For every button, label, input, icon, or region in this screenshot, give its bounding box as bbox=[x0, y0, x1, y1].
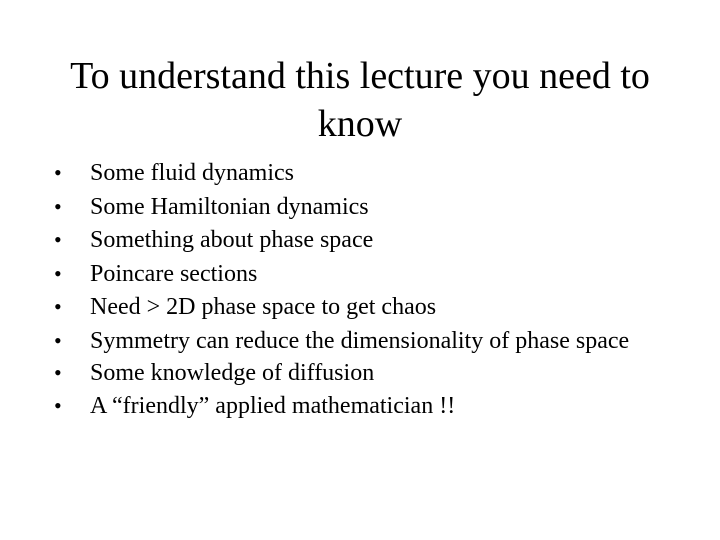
bullet-icon: • bbox=[54, 294, 62, 319]
bullet-icon: • bbox=[54, 160, 62, 185]
bullet-text: Some Hamiltonian dynamics bbox=[90, 193, 369, 220]
list-item bbox=[0, 294, 720, 320]
list-item bbox=[0, 360, 720, 386]
bullet-text: A “friendly” applied mathematician !! bbox=[90, 393, 456, 419]
bullet-icon: • bbox=[54, 193, 62, 219]
bullet-text: Something about phase space bbox=[90, 227, 374, 253]
slide-title: To understand this lecture you need to know bbox=[70, 55, 650, 145]
bullet-text: Some knowledge of diffusion bbox=[90, 359, 375, 386]
list-item bbox=[0, 393, 720, 419]
bullet-list bbox=[0, 160, 720, 427]
bullet-icon: • bbox=[54, 227, 62, 252]
bullet-icon: • bbox=[54, 393, 62, 418]
bullet-icon: • bbox=[54, 327, 62, 353]
list-item bbox=[0, 328, 720, 354]
bullet-icon: • bbox=[54, 359, 62, 385]
bullet-text: Symmetry can reduce the dimensionality of phase space bbox=[90, 327, 630, 354]
list-item bbox=[0, 227, 720, 253]
list-item bbox=[0, 160, 720, 186]
bullet-text: Need > 2D phase space to get chaos bbox=[90, 294, 437, 320]
bullet-icon: • bbox=[54, 260, 62, 286]
list-item bbox=[0, 261, 720, 287]
bullet-text: Poincare sections bbox=[90, 260, 258, 287]
list-item bbox=[0, 194, 720, 220]
bullet-text: Some fluid dynamics bbox=[90, 160, 294, 186]
